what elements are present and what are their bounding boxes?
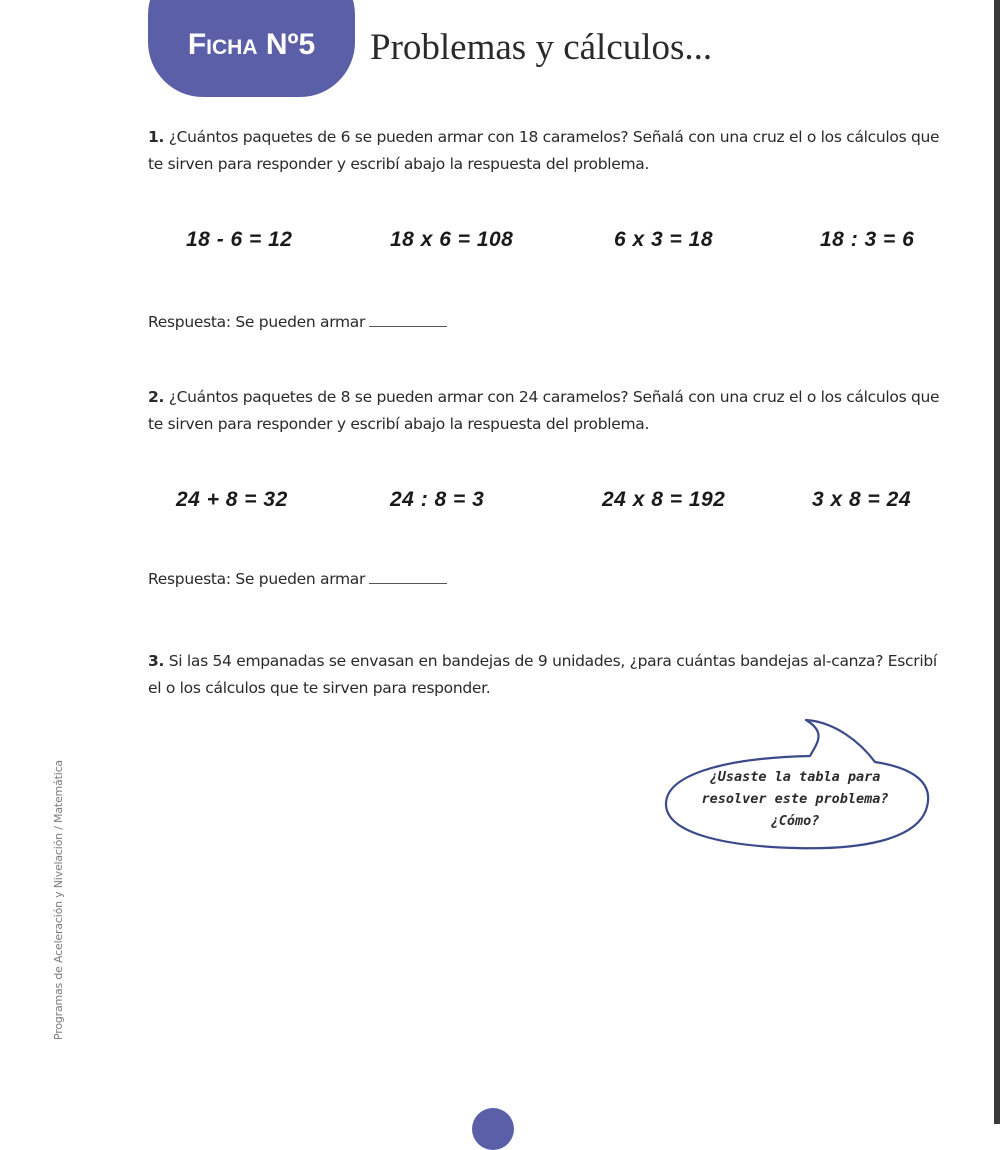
problem-2-number: 2. <box>148 388 165 406</box>
bubble-line: ¿Usaste la tabla para <box>709 769 881 785</box>
answer-blank[interactable] <box>369 326 447 327</box>
calculation-option[interactable]: 24 x 8 = 192 <box>602 488 726 511</box>
problem-1-calculations <box>148 228 948 260</box>
problem-1-answer <box>148 313 447 331</box>
problem-1-number: 1. <box>148 128 165 146</box>
calculation-option[interactable]: 24 : 8 = 3 <box>390 488 485 511</box>
speech-bubble-text <box>660 766 930 832</box>
page-edge-bar <box>994 0 1000 1124</box>
calculation-option[interactable]: 18 - 6 = 12 <box>186 228 293 251</box>
problem-3-text <box>148 648 948 702</box>
calculation-option[interactable]: 3 x 8 = 24 <box>812 488 911 511</box>
answer-label: Respuesta: Se pueden armar <box>148 313 366 331</box>
calculation-option[interactable]: 24 + 8 = 32 <box>176 488 288 511</box>
problem-1-text <box>148 124 948 178</box>
problem-2-answer <box>148 570 447 588</box>
page-title: Problemas y cálculos... <box>370 27 713 68</box>
calculation-option[interactable]: 6 x 3 = 18 <box>614 228 713 251</box>
bubble-line: resolver este problema? <box>701 791 889 807</box>
problem-1-statement: ¿Cuántos paquetes de 6 se pueden armar con 18 caramelos? Señalá con una cruz el o los cálculos que te sirven para responder y escribí abajo la respuesta del problema. <box>148 128 940 173</box>
bubble-line: ¿Cómo? <box>770 813 820 829</box>
problem-2-statement: ¿Cuántos paquetes de 8 se pueden armar con 24 caramelos? Señalá con una cruz el o los cálculos que te sirven para responder y escribí abajo la respuesta del problema. <box>148 388 940 433</box>
ficha-badge-label: Ficha Nº5 <box>187 28 316 61</box>
sidebar-program-label: Programas de Aceleración y Nivelación / Matemática <box>52 760 65 1040</box>
page-number-badge <box>472 1108 514 1150</box>
problem-3-statement: Si las 54 empanadas se envasan en bandejas de 9 unidades, ¿para cuántas bandejas al-canza? Escribí el o los cálculos que te sirven para responder. <box>148 652 937 697</box>
calculation-option[interactable]: 18 : 3 = 6 <box>820 228 915 251</box>
problem-2-calculations <box>148 488 948 520</box>
speech-bubble <box>660 712 945 862</box>
calculation-option[interactable]: 18 x 6 = 108 <box>390 228 514 251</box>
answer-label: Respuesta: Se pueden armar <box>148 570 366 588</box>
problem-3-number: 3. <box>148 652 165 670</box>
problem-2-text <box>148 384 948 438</box>
answer-blank[interactable] <box>369 583 447 584</box>
